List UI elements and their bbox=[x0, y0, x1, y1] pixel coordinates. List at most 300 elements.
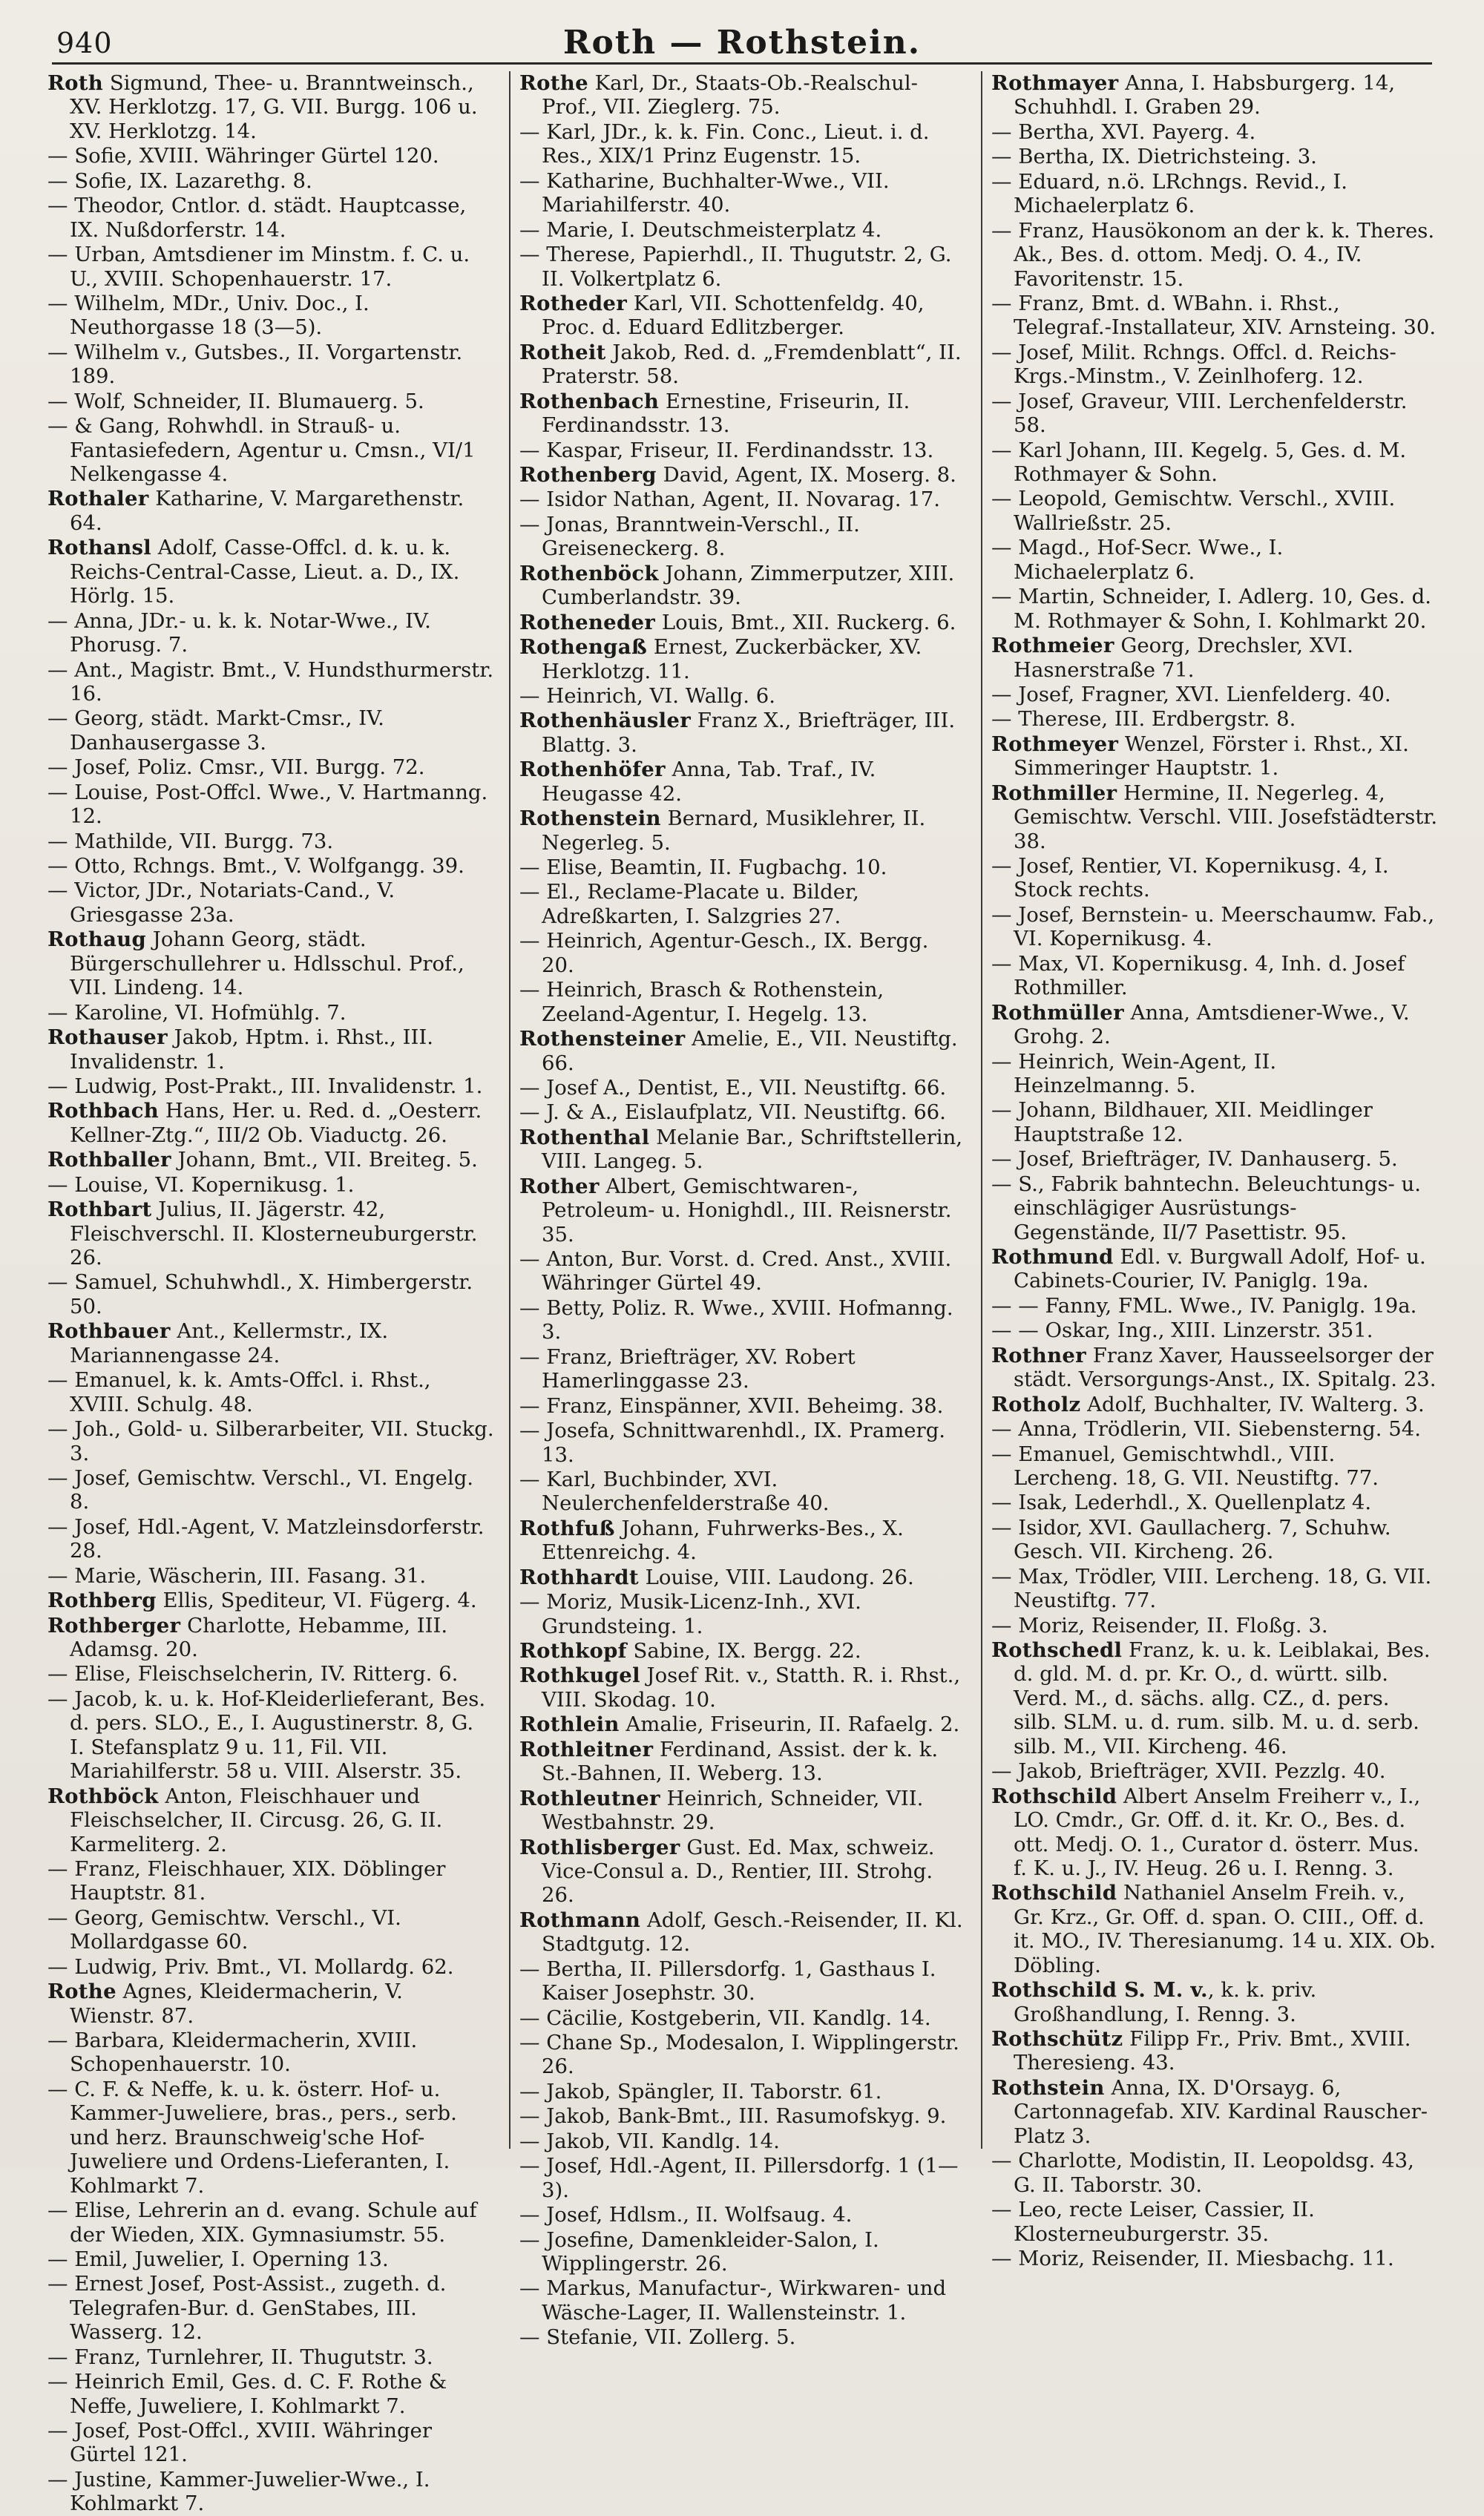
directory-entry bbox=[47, 1099, 494, 1147]
directory-entry bbox=[991, 1393, 1438, 1416]
directory-entry bbox=[519, 684, 966, 708]
directory-entry bbox=[47, 1319, 494, 1367]
entry-text: — Ludwig, Priv. Bmt., VI. Mollardg. 62. bbox=[47, 1954, 454, 1979]
entry-text: — Georg, städt. Markt-Cmsr., IV. Danhausergasse 3. bbox=[47, 706, 384, 755]
directory-entry bbox=[519, 1076, 966, 1100]
directory-entry bbox=[47, 2029, 494, 2077]
entry-text: — Mathilde, VII. Burgg. 73. bbox=[47, 829, 334, 853]
entry-headword: Rothe bbox=[47, 1980, 116, 2004]
entry-text: — Jakob, Spängler, II. Taborstr. 61. bbox=[519, 2079, 882, 2103]
entry-text: — Georg, Gemischtw. Verschl., VI. Mollardgasse 60. bbox=[47, 1905, 401, 1954]
entry-text: Johann, Zimmerputzer, XIII. Cumberlandstr. 39. bbox=[542, 561, 955, 610]
directory-columns bbox=[47, 71, 1442, 2516]
entry-headword: Rothlein bbox=[519, 1712, 620, 1737]
directory-entry bbox=[991, 1245, 1438, 1293]
entry-text: — Heinrich, Brasch & Rothenstein, Zeeland-Agentur, I. Hegelg. 13. bbox=[519, 978, 884, 1026]
entry-text: — Karl, Buchbinder, XVI. Neulerchenfelderstraße 40. bbox=[519, 1467, 830, 1516]
directory-entry bbox=[47, 1173, 494, 1197]
entry-text: Johann, Fuhrwerks-Bes., X. Ettenreichg. 4. bbox=[542, 1516, 904, 1565]
entry-text: — Louise, Post-Offcl. Wwe., V. Hartmanng. 12. bbox=[47, 780, 488, 829]
entry-headword: Rothschild bbox=[991, 1881, 1117, 1905]
entry-text: Anna, Amtsdiener-Wwe., V. Grohg. 2. bbox=[1014, 1000, 1410, 1049]
entry-text: — Josefine, Damenkleider-Salon, I. Wipplingerstr. 26. bbox=[519, 2227, 879, 2276]
entry-text: Charlotte, Hebamme, III. Adamsg. 20. bbox=[70, 1613, 448, 1661]
directory-entry bbox=[519, 292, 966, 340]
entry-text: — Anna, Trödlerin, VII. Siebensterng. 54. bbox=[991, 1417, 1421, 1442]
entry-text: — Josef, Milit. Rchngs. Offcl. d. Reichs-Krgs.-Minstm., V. Zeinlhoferg. 12. bbox=[991, 340, 1396, 389]
entry-headword: Rothbach bbox=[47, 1099, 160, 1123]
directory-entry bbox=[47, 2370, 494, 2418]
directory-entry bbox=[991, 683, 1438, 706]
entry-text: — Wolf, Schneider, II. Blumauerg. 5. bbox=[47, 389, 424, 413]
directory-entry bbox=[519, 169, 966, 217]
entry-headword: Rothkugel bbox=[519, 1663, 640, 1688]
entry-headword: Rothkopf bbox=[519, 1639, 627, 1663]
directory-entry bbox=[519, 439, 966, 462]
entry-text: Jakob, Red. d. „Fremdenblatt“, II. Praterstr. 58. bbox=[542, 340, 962, 389]
entry-text: Adolf, Gesch.-Reisender, II. Kl. Stadtgutg. 12. bbox=[542, 1908, 963, 1957]
entry-text: Filipp Fr., Priv. Bmt., XVIII. Theresieng. 43. bbox=[1014, 2027, 1411, 2075]
directory-entry bbox=[991, 390, 1438, 438]
entry-text: — Josef, Fragner, XVI. Lienfelderg. 40. bbox=[991, 682, 1391, 706]
entry-text: — Charlotte, Modistin, II. Leopoldsg. 43, G. II. Taborstr. 30. bbox=[991, 2149, 1414, 2197]
directory-entry bbox=[47, 2468, 494, 2516]
directory-entry bbox=[47, 1515, 494, 1563]
directory-entry bbox=[991, 1614, 1438, 1638]
directory-entry bbox=[47, 243, 494, 291]
entry-headword: Rothenhöfer bbox=[519, 758, 666, 782]
directory-entry bbox=[991, 1759, 1438, 1783]
directory-entry bbox=[991, 1442, 1438, 1491]
entry-text: — Stefanie, VII. Zollerg. 5. bbox=[519, 2325, 796, 2350]
directory-entry bbox=[47, 2198, 494, 2247]
entry-text: — Markus, Manufactur-, Wirkwaren- und Wäsche-Lager, II. Wallensteinstr. 1. bbox=[519, 2276, 947, 2325]
entry-text: David, Agent, IX. Moserg. 8. bbox=[656, 463, 956, 487]
directory-entry bbox=[991, 952, 1438, 1000]
directory-entry bbox=[519, 390, 966, 438]
directory-entry bbox=[519, 71, 966, 119]
entry-text: — Emanuel, k. k. Amts-Offcl. i. Rhst., XVIII. Schulg. 48. bbox=[47, 1368, 431, 1416]
entry-text: — Franz, Fleischhauer, XIX. Döblinger Hauptstr. 81. bbox=[47, 1856, 446, 1905]
directory-entry bbox=[519, 929, 966, 977]
directory-entry bbox=[519, 1296, 966, 1344]
directory-entry bbox=[47, 341, 494, 389]
column-3 bbox=[981, 71, 1442, 2270]
entry-text: — Max, VI. Kopernikusg. 4, Inh. d. Josef Rothmiller. bbox=[991, 951, 1405, 1000]
directory-entry bbox=[47, 1614, 494, 1662]
directory-entry bbox=[519, 218, 966, 242]
entry-headword: Rothschild bbox=[991, 1784, 1117, 1808]
entry-text: — Marie, I. Deutschmeisterplatz 4. bbox=[519, 217, 882, 242]
directory-entry bbox=[991, 2027, 1438, 2075]
directory-entry bbox=[519, 120, 966, 168]
directory-entry bbox=[519, 487, 966, 511]
directory-entry bbox=[519, 1639, 966, 1663]
entry-text: — Heinrich, Wein-Agent, II. Heinzelmanng. 5. bbox=[991, 1049, 1277, 1097]
entry-text: — Therese, Papierhdl., II. Thugutstr. 2, G. II. Volkertplatz 6. bbox=[519, 243, 952, 291]
entry-text: — Anton, Bur. Vorst. d. Cred. Anst., XVIII. Währinger Gürtel 49. bbox=[519, 1247, 952, 1295]
directory-entry bbox=[519, 1590, 966, 1638]
directory-entry bbox=[991, 219, 1438, 291]
entry-headword: Rothleitner bbox=[519, 1737, 654, 1761]
directory-entry bbox=[519, 1027, 966, 1075]
entry-text: Ferdinand, Assist. der k. k. St.-Bahnen, II. Weberg. 13. bbox=[542, 1737, 939, 1786]
directory-entry bbox=[991, 487, 1438, 535]
directory-entry bbox=[519, 978, 966, 1026]
entry-text: — Franz, Briefträger, XV. Robert Hamerlinggasse 23. bbox=[519, 1344, 856, 1393]
directory-entry bbox=[991, 1172, 1438, 1244]
entry-headword: Rothschild S. M. v. bbox=[991, 1978, 1208, 2003]
entry-text: — Betty, Poliz. R. Wwe., XVIII. Hofmanng. 3. bbox=[519, 1295, 953, 1344]
entry-text: — Jakob, Briefträger, XVII. Pezzlg. 40. bbox=[991, 1759, 1386, 1784]
entry-text: — Josef, Graveur, VIII. Lerchenfelderstr. 58. bbox=[991, 389, 1408, 438]
directory-entry bbox=[519, 807, 966, 855]
entry-headword: Rothenberg bbox=[519, 463, 657, 487]
directory-entry bbox=[47, 1198, 494, 1270]
directory-entry bbox=[47, 706, 494, 755]
entry-text: Katharine, V. Margarethenstr. 64. bbox=[70, 487, 464, 535]
directory-entry bbox=[47, 830, 494, 853]
entry-text: , k. k. priv. Großhandlung, I. Renng. 3. bbox=[1014, 1978, 1317, 2026]
entry-text: — Emanuel, Gemischtwhdl., VIII. Lercheng. 18, G. VII. Neustiftg. 77. bbox=[991, 1442, 1379, 1490]
entry-text: — Katharine, Buchhalter-Wwe., VII. Mariahilferstr. 40. bbox=[519, 168, 890, 217]
directory-entry bbox=[519, 1957, 966, 2006]
entry-headword: Rothmeier bbox=[991, 634, 1114, 658]
entry-headword: Rothmund bbox=[991, 1245, 1114, 1269]
directory-entry bbox=[519, 2104, 966, 2128]
directory-entry bbox=[47, 1466, 494, 1514]
directory-entry bbox=[519, 2031, 966, 2079]
entry-headword: Rothmiller bbox=[991, 781, 1117, 805]
header-rule bbox=[52, 62, 1432, 65]
directory-entry bbox=[519, 2276, 966, 2325]
directory-entry bbox=[519, 1100, 966, 1124]
entry-headword: Rothensteiner bbox=[519, 1027, 686, 1051]
entry-text: — Josefa, Schnittwarenhdl., IX. Pramerg. 13. bbox=[519, 1419, 946, 1467]
entry-headword: Rothenhäusler bbox=[519, 709, 692, 733]
entry-text: — C. F. & Neffe, k. u. k. österr. Hof- u. Kammer-Juweliere, bras., pers., serb. und herz. Braunschweig'sche Hof-Juweliere und Ordens-Lieferanten, I. Kohlmarkt 7. bbox=[47, 2077, 457, 2198]
directory-entry bbox=[519, 855, 966, 879]
directory-entry bbox=[47, 1589, 494, 1612]
entry-headword: Rothmayer bbox=[991, 71, 1119, 95]
entry-text: — Leo, recte Leiser, Cassier, II. Klosterneuburgerstr. 35. bbox=[991, 2198, 1315, 2246]
entry-text: — Therese, III. Erdbergstr. 8. bbox=[991, 707, 1296, 732]
entry-text: — Franz, Einspänner, XVII. Beheimg. 38. bbox=[519, 1393, 944, 1418]
entry-text: — Anna, JDr.- u. k. k. Notar-Wwe., IV. Phorusg. 7. bbox=[47, 608, 431, 657]
directory-entry bbox=[991, 341, 1438, 389]
entry-text: — Chane Sp., Modesalon, I. Wipplingerstr. 26. bbox=[519, 2031, 959, 2079]
directory-entry bbox=[519, 2203, 966, 2227]
directory-entry bbox=[47, 781, 494, 829]
entry-headword: Rothschedl bbox=[991, 1638, 1123, 1662]
entry-headword: Rotheder bbox=[519, 291, 628, 315]
directory-entry bbox=[47, 390, 494, 413]
entry-text: Heinrich, Schneider, VII. Westbahnstr. 29. bbox=[542, 1786, 924, 1835]
directory-entry bbox=[519, 709, 966, 757]
directory-entry bbox=[519, 243, 966, 291]
entry-text: — Josef, Poliz. Cmsr., VII. Burgg. 72. bbox=[47, 755, 425, 780]
entry-text: — Wilhelm v., Gutsbes., II. Vorgartenstr. 189. bbox=[47, 340, 463, 389]
directory-entry bbox=[991, 1318, 1438, 1342]
entry-text: — Moriz, Musik-Licenz-Inh., XVI. Grundsteing. 1. bbox=[519, 1590, 861, 1638]
directory-entry bbox=[47, 1025, 494, 1074]
directory-entry bbox=[519, 2080, 966, 2103]
entry-headword: Rothberger bbox=[47, 1613, 181, 1638]
directory-entry bbox=[519, 1787, 966, 1835]
directory-entry bbox=[519, 1126, 966, 1174]
entry-text: Louise, VIII. Laudong. 26. bbox=[638, 1565, 914, 1589]
entry-text: — Franz, Turnlehrer, II. Thugutstr. 3. bbox=[47, 2345, 433, 2369]
directory-entry bbox=[47, 1662, 494, 1686]
entry-text: Franz Xaver, Hausseelsorger der städt. Versorgungs-Anst., IX. Spitalg. 23. bbox=[1014, 1343, 1437, 1392]
entry-headword: Rothmann bbox=[519, 1908, 641, 1932]
directory-entry bbox=[47, 1955, 494, 1979]
directory-entry bbox=[991, 439, 1438, 487]
entry-text: — Martin, Schneider, I. Adlerg. 10, Ges. d. M. Rothmayer & Sohn, I. Kohlmarkt 20. bbox=[991, 585, 1431, 633]
entry-text: Albert, Gemischtwaren-, Petroleum- u. Honighdl., III. Reisnerstr. 35. bbox=[542, 1174, 952, 1246]
directory-entry bbox=[47, 144, 494, 168]
entry-headword: Rothböck bbox=[47, 1784, 159, 1808]
directory-entry bbox=[991, 2076, 1438, 2148]
directory-entry bbox=[519, 562, 966, 610]
directory-entry bbox=[519, 635, 966, 683]
directory-entry bbox=[47, 755, 494, 779]
entry-headword: Rothleutner bbox=[519, 1786, 660, 1810]
entry-text: Anna, IX. D'Orsayg. 6, Cartonnagefab. XIV. Kardinal Rauscher-Platz 3. bbox=[1014, 2075, 1428, 2148]
directory-entry bbox=[991, 1784, 1438, 1881]
directory-entry bbox=[519, 1345, 966, 1393]
entry-headword: Rothengaß bbox=[519, 635, 648, 660]
entry-text: — Karoline, VI. Hofmühlg. 7. bbox=[47, 1000, 347, 1025]
directory-entry bbox=[47, 927, 494, 999]
entry-text: Nathaniel Anselm Freih. v., Gr. Krz., Gr. Off. d. span. O. CIII., Off. d. it. MO., IV. Theresianumg. 14 u. XIX. Ob. Döbling. bbox=[1014, 1881, 1437, 1977]
directory-entry bbox=[47, 878, 494, 927]
entry-text: — Josef A., Dentist, E., VII. Neustiftg. 66. bbox=[519, 1075, 947, 1100]
entry-text: Franz, k. u. k. Leiblakai, Bes. d. gld. M. d. pr. Kr. O., d. württ. silb. Verd. M., d. sächs. allg. CZ., d. pers. silb. SLM. u. d. rum. silb. M. u. d. serb. silb. M., VII. Kircheng. 46. bbox=[1014, 1638, 1431, 1758]
entry-text: — Josef, Briefträger, IV. Danhauserg. 5. bbox=[991, 1147, 1398, 1172]
entry-text: — Josef, Hdlsm., II. Wolfsaug. 4. bbox=[519, 2203, 853, 2227]
entry-text: — Kaspar, Friseur, II. Ferdinandsstr. 13. bbox=[519, 438, 934, 462]
entry-text: Franz X., Briefträger, III. Blattg. 3. bbox=[542, 709, 956, 757]
entry-text: — Josef, Rentier, VI. Kopernikusg. 4, I. Stock rechts. bbox=[991, 854, 1389, 902]
directory-entry bbox=[991, 1638, 1438, 1758]
entry-headword: Rothner bbox=[991, 1343, 1086, 1367]
entry-text: — Theodor, Cntlor. d. städt. Hauptcasse, IX. Nußdorferstr. 14. bbox=[47, 194, 467, 242]
directory-entry bbox=[519, 1908, 966, 1957]
directory-entry bbox=[47, 169, 494, 193]
entry-text: Ellis, Spediteur, VI. Fügerg. 4. bbox=[156, 1589, 477, 1613]
directory-entry bbox=[47, 1906, 494, 1954]
directory-entry bbox=[991, 1147, 1438, 1171]
entry-text: Sabine, IX. Bergg. 22. bbox=[626, 1639, 861, 1663]
entry-text: — Jonas, Branntwein-Verschl., II. Greiseneckerg. 8. bbox=[519, 512, 860, 561]
entry-headword: Rothaug bbox=[47, 927, 147, 952]
entry-text: — Marie, Wäscherin, III. Fasang. 31. bbox=[47, 1563, 427, 1588]
entry-text: Gust. Ed. Max, schweiz. Vice-Consul a. D., Rentier, III. Strohg. 26. bbox=[542, 1835, 935, 1908]
directory-entry bbox=[519, 1566, 966, 1589]
entry-text: — — Oskar, Ing., XIII. Linzerstr. 351. bbox=[991, 1318, 1373, 1343]
entry-text: — Emil, Juwelier, I. Operning 13. bbox=[47, 2247, 389, 2271]
directory-entry bbox=[47, 1564, 494, 1588]
directory-entry bbox=[47, 1074, 494, 1098]
entry-text: — Urban, Amtsdiener im Minstm. f. C. u. U., XVIII. Schopenhauerstr. 17. bbox=[47, 243, 470, 291]
directory-entry bbox=[519, 1836, 966, 1908]
directory-entry bbox=[47, 1980, 494, 2028]
entry-text: Bernard, Musiklehrer, II. Negerleg. 5. bbox=[542, 807, 926, 855]
entry-text: — Jakob, Bank-Bmt., III. Rasumofskyg. 9. bbox=[519, 2104, 947, 2129]
entry-text: — Isidor, XVI. Gaullacherg. 7, Schuhw. Gesch. VII. Kircheng. 26. bbox=[991, 1515, 1391, 1564]
entry-text: — Magd., Hof-Secr. Wwe., I. Michaelerplatz 6. bbox=[991, 536, 1284, 584]
entry-text: Adolf, Casse-Offcl. d. k. u. k. Reichs-Central-Casse, Lieut. a. D., IX. Hörlg. 15. bbox=[70, 536, 460, 608]
directory-entry bbox=[519, 2129, 966, 2153]
directory-entry bbox=[47, 487, 494, 535]
entry-text: — Victor, JDr., Notariats-Cand., V. Griesgasse 23a. bbox=[47, 878, 395, 927]
entry-headword: Rothenstein bbox=[519, 807, 661, 831]
entry-text: — Sofie, IX. Lazarethg. 8. bbox=[47, 168, 312, 193]
directory-entry bbox=[991, 707, 1438, 731]
directory-entry bbox=[991, 1565, 1438, 1613]
entry-headword: Rothenthal bbox=[519, 1125, 650, 1149]
entry-text: — — Fanny, FML. Wwe., IV. Paniglg. 19a. bbox=[991, 1293, 1417, 1318]
entry-headword: Rothballer bbox=[47, 1148, 171, 1172]
entry-headword: Rothstein bbox=[991, 2075, 1105, 2100]
entry-text: — Bertha, II. Pillersdorfg. 1, Gasthaus I. Kaiser Josephstr. 30. bbox=[519, 1957, 936, 2006]
entry-text: Ernest, Zuckerbäcker, XV. Herklotzg. 11. bbox=[542, 635, 922, 683]
directory-entry bbox=[47, 609, 494, 657]
directory-entry bbox=[47, 1270, 494, 1318]
entry-text: — J. & A., Eislaufplatz, VII. Neustiftg. 66. bbox=[519, 1100, 946, 1125]
directory-entry bbox=[47, 1784, 494, 1856]
entry-text: — Elise, Lehrerin an d. evang. Schule auf der Wieden, XIX. Gymnasiumstr. 55. bbox=[47, 2198, 477, 2247]
directory-entry bbox=[519, 611, 966, 634]
entry-text: — Ludwig, Post-Prakt., III. Invalidenstr. 1. bbox=[47, 1074, 483, 1098]
directory-entry bbox=[519, 341, 966, 389]
entry-text: Josef Rit. v., Statth. R. i. Rhst., VIII. Skodag. 10. bbox=[542, 1663, 961, 1712]
entry-text: Anna, I. Habsburgerg. 14, Schuhhdl. I. Graben 29. bbox=[1014, 71, 1396, 119]
directory-entry bbox=[519, 463, 966, 487]
directory-entry bbox=[991, 1294, 1438, 1318]
entry-text: — Leopold, Gemischtw. Verschl., XVIII. Wallrießstr. 25. bbox=[991, 487, 1396, 535]
directory-entry bbox=[519, 1247, 966, 1295]
directory-entry bbox=[519, 2228, 966, 2276]
directory-entry bbox=[519, 758, 966, 806]
entry-text: — Wilhelm, MDr., Univ. Doc., I. Neuthorgasse 18 (3—5). bbox=[47, 291, 370, 340]
entry-headword: Rothenbach bbox=[519, 389, 660, 413]
entry-text: — Franz, Bmt. d. WBahn. i. Rhst., Telegraf.-Installateur, XIV. Arnsteing. 30. bbox=[991, 291, 1437, 340]
entry-text: — Moriz, Reisender, II. Miesbachg. 11. bbox=[991, 2246, 1394, 2270]
entry-text: — Ernest Josef, Post-Assist., zugeth. d. Telegrafen-Bur. d. GenStabes, III. Wasserg. 12. bbox=[47, 2272, 447, 2345]
entry-text: — Josef, Hdl.-Agent, V. Matzleinsdorferstr. 28. bbox=[47, 1514, 485, 1563]
directory-entry bbox=[519, 1712, 966, 1736]
entry-text: — Karl, JDr., k. k. Fin. Conc., Lieut. i. d. Res., XIX/1 Prinz Eugenstr. 15. bbox=[519, 119, 930, 168]
page-header bbox=[45, 13, 1439, 65]
entry-text: — Karl Johann, III. Kegelg. 5, Ges. d. M. Rothmayer & Sohn. bbox=[991, 438, 1407, 486]
entry-text: — Isidor Nathan, Agent, II. Novarag. 17. bbox=[519, 487, 940, 512]
running-head: Roth — Rothstein. bbox=[562, 24, 922, 62]
directory-entry bbox=[47, 71, 494, 143]
entry-text: Jakob, Hptm. i. Rhst., III. Invalidenstr. 1. bbox=[70, 1025, 433, 1074]
entry-text: Johann Georg, städt. Bürgerschullehrer u. Hdlsschul. Prof., VII. Lindeng. 14. bbox=[70, 927, 464, 1000]
directory-entry bbox=[47, 658, 494, 706]
directory-entry bbox=[991, 1881, 1438, 1977]
directory-entry bbox=[991, 536, 1438, 584]
entry-headword: Rothlisberger bbox=[519, 1835, 680, 1859]
entry-text: — Elise, Fleischselcherin, IV. Ritterg. 6. bbox=[47, 1662, 459, 1686]
directory-entry bbox=[47, 2247, 494, 2271]
entry-text: Hermine, II. Negerleg. 4, Gemischtw. Verschl. VIII. Josefstädterstr. 38. bbox=[1014, 781, 1438, 853]
entry-headword: Rothe bbox=[519, 71, 588, 95]
entry-text: Julius, II. Jägerstr. 42, Fleischverschl. II. Klosterneuburgerstr. 26. bbox=[70, 1198, 478, 1270]
directory-entry bbox=[519, 1738, 966, 1786]
directory-entry bbox=[519, 1663, 966, 1712]
entry-text: Ant., Kellermstr., IX. Mariannengasse 24. bbox=[70, 1319, 389, 1367]
directory-entry bbox=[519, 1175, 966, 1246]
entry-text: — Elise, Beamtin, II. Fugbachg. 10. bbox=[519, 855, 887, 879]
directory-entry bbox=[47, 414, 494, 486]
directory-entry bbox=[991, 903, 1438, 951]
entry-text: Wenzel, Förster i. Rhst., XI. Simmeringer Hauptstr. 1. bbox=[1014, 732, 1409, 781]
entry-text: — Cäcilie, Kostgeberin, VII. Kandlg. 14. bbox=[519, 2006, 931, 2030]
entry-text: Adolf, Buchhalter, IV. Walterg. 3. bbox=[1080, 1392, 1425, 1416]
entry-text: — Barbara, Kleidermacherin, XVIII. Schopenhauerstr. 10. bbox=[47, 2029, 418, 2077]
column-1 bbox=[47, 71, 499, 2516]
entry-text: Anton, Fleischhauer und Fleischselcher, II. Circusg. 26, G. II. Karmeliterg. 2. bbox=[70, 1784, 443, 1856]
entry-headword: Rothmeyer bbox=[991, 732, 1119, 756]
entry-text: — Moriz, Reisender, II. Floßg. 3. bbox=[991, 1613, 1328, 1638]
column-2 bbox=[509, 71, 971, 2350]
entry-headword: Rothfuß bbox=[519, 1516, 615, 1540]
directory-entry bbox=[47, 194, 494, 242]
directory-entry bbox=[519, 1394, 966, 1418]
entry-text: Johann, Bmt., VII. Breiteg. 5. bbox=[171, 1148, 478, 1172]
entry-text: — Josef, Bernstein- u. Meerschaumw. Fab., VI. Kopernikusg. 4. bbox=[991, 902, 1435, 951]
directory-entry bbox=[47, 2077, 494, 2198]
entry-text: Albert Anselm Freiherr v., I., LO. Cmdr., Gr. Off. d. it. Kr. O., Bes. d. ott. Medj. O. 1., Curator d. österr. Mus. f. K. u. J., IV. Heug. 26 u. I. Renng. 3. bbox=[1014, 1784, 1421, 1880]
directory-entry bbox=[991, 120, 1438, 144]
directory-entry bbox=[991, 1491, 1438, 1514]
directory-entry bbox=[47, 2419, 494, 2467]
directory-entry bbox=[47, 1417, 494, 1465]
directory-entry bbox=[519, 1419, 966, 1467]
directory-entry bbox=[991, 1417, 1438, 1441]
entry-text: — Bertha, IX. Dietrichsteing. 3. bbox=[991, 145, 1317, 169]
entry-text: Agnes, Kleidermacherin, V. Wienstr. 87. bbox=[70, 1980, 403, 2028]
entry-text: Amelie, E., VII. Neustiftg. 66. bbox=[542, 1027, 958, 1075]
entry-headword: Rother bbox=[519, 1174, 600, 1198]
entry-headword: Rothbart bbox=[47, 1198, 152, 1222]
entry-text: Karl, Dr., Staats-Ob.-Realschul-Prof., VII. Zieglerg. 75. bbox=[542, 71, 918, 119]
entry-text: — Louise, VI. Kopernikusg. 1. bbox=[47, 1172, 355, 1197]
directory-entry bbox=[991, 2247, 1438, 2270]
entry-text: — Johann, Bildhauer, XII. Meidlinger Hauptstraße 12. bbox=[991, 1098, 1373, 1146]
entry-text: — & Gang, Rohwhdl. in Strauß- u. Fantasiefedern, Agentur u. Cmsn., VI/1 Nelkengasse 4. bbox=[47, 414, 476, 486]
entry-text: Melanie Bar., Schriftstellerin, VIII. Langeg. 5. bbox=[542, 1125, 963, 1174]
entry-text: Edl. v. Burgwall Adolf, Hof- u. Cabinets-Courier, IV. Paniglg. 19a. bbox=[1014, 1245, 1426, 1293]
entry-text: — El., Reclame-Placate u. Bilder, Adreßkarten, I. Salzgries 27. bbox=[519, 880, 859, 928]
entry-headword: Rothberg bbox=[47, 1589, 157, 1613]
directory-entry bbox=[519, 513, 966, 561]
entry-text: — Isak, Lederhdl., X. Quellenplatz 4. bbox=[991, 1491, 1372, 1515]
entry-text: Ernestine, Friseurin, II. Ferdinandsstr. 13. bbox=[542, 389, 910, 438]
directory-entry bbox=[519, 1517, 966, 1565]
directory-entry bbox=[47, 536, 494, 608]
entry-text: — S., Fabrik bahntechn. Beleuchtungs- u. einschlägiger Ausrüstungs-Gegenstände, II/7 Pasettistr. 95. bbox=[991, 1172, 1421, 1244]
entry-headword: Rothaler bbox=[47, 487, 149, 511]
directory-entry bbox=[991, 585, 1438, 633]
entry-text: — Heinrich, VI. Wallg. 6. bbox=[519, 683, 775, 708]
directory-entry bbox=[991, 1344, 1438, 1392]
entry-text: — Bertha, XVI. Payerg. 4. bbox=[991, 119, 1256, 144]
